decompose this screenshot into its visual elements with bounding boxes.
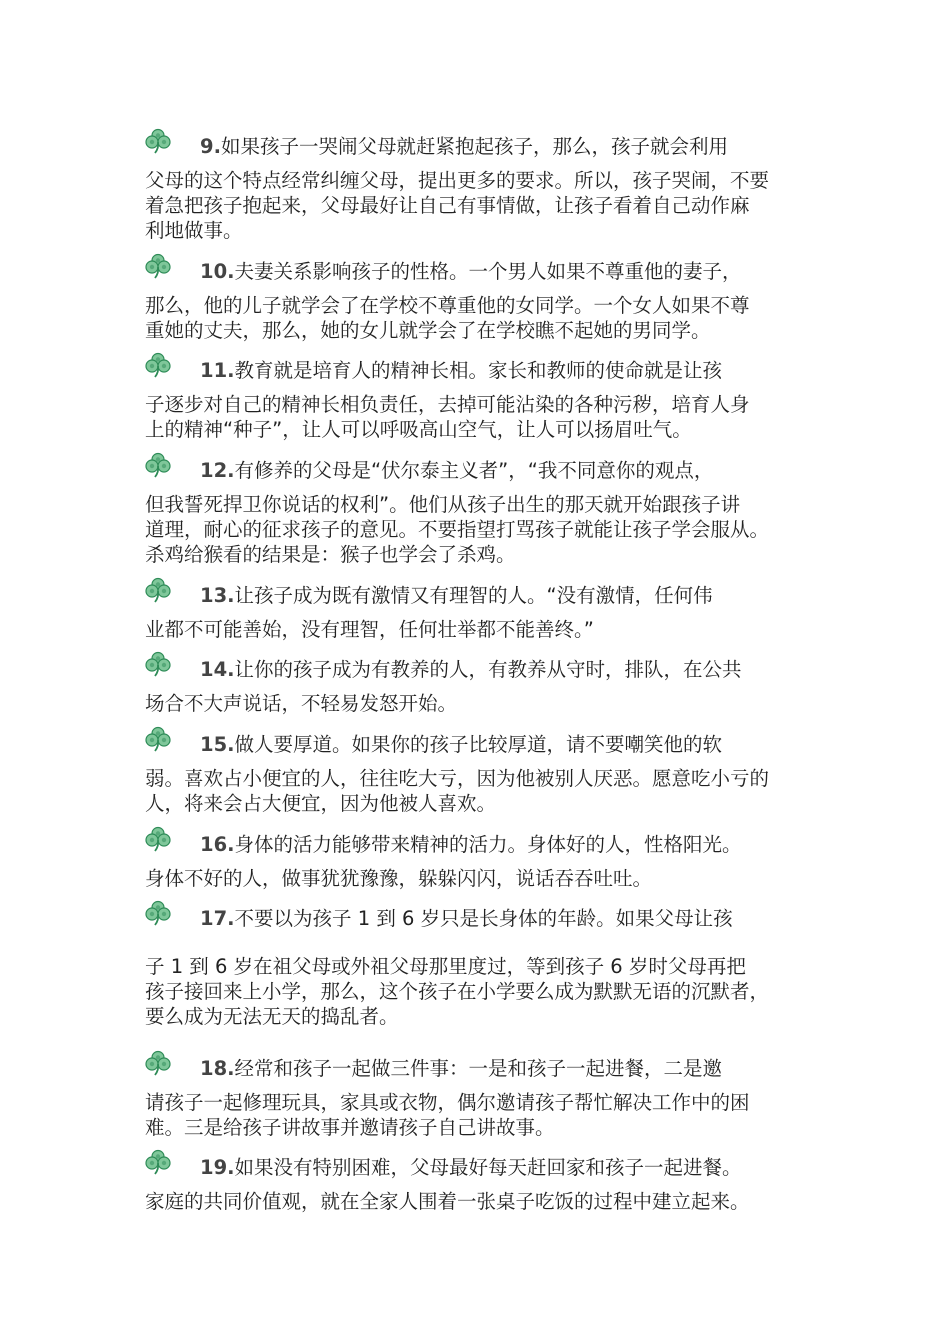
- item-line: 人，将来会占大便宜，因为他被人喜欢。: [145, 792, 497, 815]
- list-item: [145, 900, 815, 1029]
- item-line: 利地做事。: [145, 219, 243, 242]
- item-line: 业都不可能善始，没有理智，任何壮举都不能善终。”: [145, 618, 594, 641]
- item-line: [145, 940, 815, 954]
- item-number: 13.: [200, 584, 235, 607]
- item-body: [145, 866, 815, 891]
- item-first-line: [145, 577, 815, 615]
- shamrock-icon: [145, 352, 171, 378]
- item-number: 9.: [200, 135, 221, 158]
- item-line: 难。三是给孩子讲故事并邀请孩子自己讲故事。: [145, 1116, 555, 1139]
- shamrock-icon: [145, 1050, 171, 1076]
- item-body: [145, 1189, 815, 1214]
- shamrock-icon: [145, 900, 171, 926]
- shamrock-icon: [145, 651, 171, 677]
- item-line: 父母的这个特点经常纠缠父母，提出更多的要求。所以，孩子哭闹，不要: [145, 169, 770, 192]
- item-first-line: [145, 253, 815, 291]
- item-first-line: [145, 128, 815, 166]
- item-first-line: [145, 826, 815, 864]
- item-first-line: [145, 726, 815, 764]
- list-item: [145, 726, 815, 816]
- item-body: [145, 168, 815, 243]
- item-first-text: 教育就是培育人的精神长相。家长和教师的使命就是让孩: [234, 359, 723, 382]
- item-body: [145, 293, 815, 343]
- item-line: 弱。喜欢占小便宜的人，往往吃大亏，因为他被别人厌恶。愿意吃小亏的: [145, 767, 770, 790]
- item-first-text: 如果孩子一哭闹父母就赶紧抱起孩子，那么，孩子就会利用: [220, 135, 728, 158]
- item-line: 家庭的共同价值观，就在全家人围着一张桌子吃饭的过程中建立起来。: [145, 1190, 750, 1213]
- item-body: [145, 392, 815, 442]
- item-line: 但我誓死捍卫你说话的权利”。他们从孩子出生的那天就开始跟孩子讲: [145, 493, 741, 516]
- item-line: 要么成为无法无天的捣乱者。: [145, 1005, 399, 1028]
- list-item: [145, 1149, 815, 1214]
- item-body: [145, 766, 815, 816]
- item-number: 19.: [200, 1156, 235, 1179]
- item-number: 11.: [200, 359, 235, 382]
- item-body: [145, 940, 815, 1029]
- item-body: [145, 617, 815, 642]
- shamrock-icon: [145, 128, 171, 154]
- item-first-text: 身体的活力能够带来精神的活力。身体好的人，性格阳光。: [234, 833, 742, 856]
- item-line: 上的精神“种子”，让人可以呼吸高山空气，让人可以扬眉吐气。: [145, 418, 692, 441]
- item-line: 子 1 到 6 岁在祖父母或外祖父母那里度过，等到孩子 6 岁时父母再把: [145, 955, 746, 978]
- shamrock-icon: [145, 826, 171, 852]
- item-line: 场合不大声说话，不轻易发怒开始。: [145, 692, 458, 715]
- item-first-line: [145, 1050, 815, 1088]
- item-first-text: 如果没有特别困难，父母最好每天赶回家和孩子一起进餐。: [234, 1156, 742, 1179]
- list-item: [145, 826, 815, 891]
- item-number: 18.: [200, 1057, 235, 1080]
- shamrock-icon: [145, 577, 171, 603]
- item-number: 15.: [200, 733, 235, 756]
- item-first-line: [145, 900, 815, 938]
- item-number: 12.: [200, 459, 235, 482]
- item-line: 道理，耐心的征求孩子的意见。不要指望打骂孩子就能让孩子学会服从。: [145, 518, 770, 541]
- item-line: 着急把孩子抱起来，父母最好让自己有事情做，让孩子看着自己动作麻: [145, 194, 750, 217]
- item-number: 16.: [200, 833, 235, 856]
- item-number: 14.: [200, 658, 235, 681]
- list-item: [145, 352, 815, 442]
- list-item: [145, 452, 815, 567]
- item-line: 孩子接回来上小学，那么，这个孩子在小学要么成为默默无语的沉默者，: [145, 980, 770, 1003]
- item-number: 10.: [200, 260, 235, 283]
- shamrock-icon: [145, 452, 171, 478]
- shamrock-icon: [145, 253, 171, 279]
- item-line: 身体不好的人，做事犹犹豫豫，躲躲闪闪，说话吞吞吐吐。: [145, 867, 653, 890]
- item-first-text: 不要以为孩子 1 到 6 岁只是长身体的年龄。如果父母让孩: [234, 907, 733, 930]
- shamrock-icon: [145, 1149, 171, 1175]
- item-first-line: [145, 452, 815, 490]
- item-first-line: [145, 352, 815, 390]
- item-line: 杀鸡给猴看的结果是：猴子也学会了杀鸡。: [145, 543, 516, 566]
- item-line: 重她的丈夫，那么，她的女儿就学会了在学校瞧不起她的男同学。: [145, 319, 711, 342]
- item-first-text: 让你的孩子成为有教养的人，有教养从守时，排队，在公共: [234, 658, 742, 681]
- list-item: [145, 651, 815, 716]
- item-first-text: 夫妻关系影响孩子的性格。一个男人如果不尊重他的妻子，: [234, 260, 742, 283]
- list-item: [145, 1050, 815, 1140]
- item-body: [145, 1090, 815, 1140]
- item-line: 请孩子一起修理玩具，家具或衣物，偶尔邀请孩子帮忙解决工作中的困: [145, 1091, 750, 1114]
- item-number: 17.: [200, 907, 235, 930]
- item-first-text: 让孩子成为既有激情又有理智的人。“没有激情，任何伟: [234, 584, 713, 607]
- item-first-text: 经常和孩子一起做三件事：一是和孩子一起进餐，二是邀: [234, 1057, 723, 1080]
- item-line: 子逐步对自己的精神长相负责任，去掉可能沾染的各种污秽，培育人身: [145, 393, 750, 416]
- item-body: [145, 492, 815, 567]
- item-body: [145, 691, 815, 716]
- item-first-text: 有修养的父母是“伏尔泰主义者”，“我不同意你的观点，: [234, 459, 714, 482]
- item-line: 那么，他的儿子就学会了在学校不尊重他的女同学。一个女人如果不尊: [145, 294, 750, 317]
- item-first-line: [145, 651, 815, 689]
- item-first-line: [145, 1149, 815, 1187]
- shamrock-icon: [145, 726, 171, 752]
- list-item: [145, 128, 815, 243]
- list-item: [145, 253, 815, 343]
- list-item: [145, 577, 815, 642]
- item-first-text: 做人要厚道。如果你的孩子比较厚道，请不要嘲笑他的软: [234, 733, 723, 756]
